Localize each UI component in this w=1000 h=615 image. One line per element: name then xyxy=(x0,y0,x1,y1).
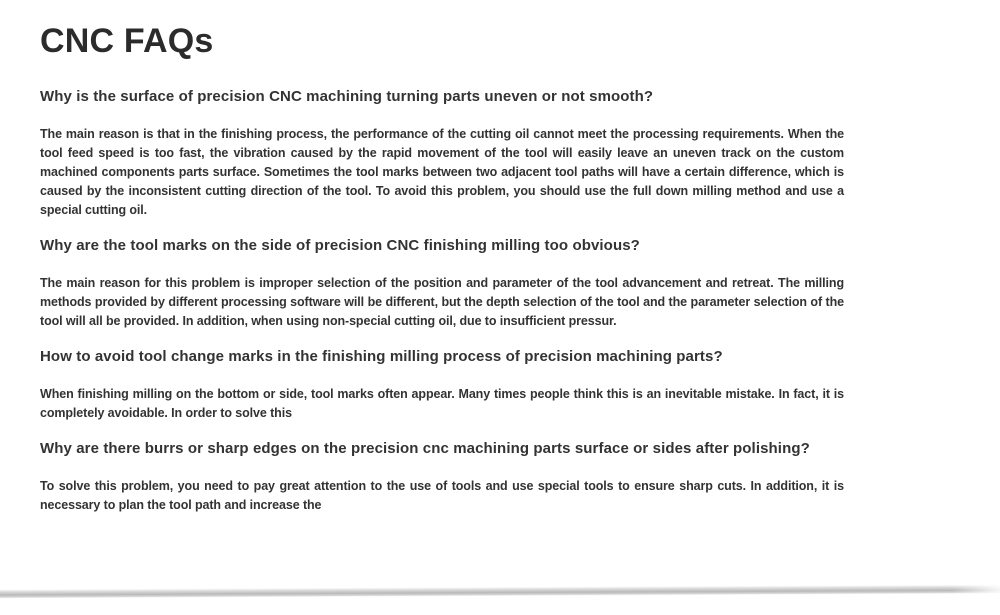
page-title: CNC FAQs xyxy=(40,22,214,60)
faq-question-1: Why is the surface of precision CNC machining turning parts uneven or not smooth? xyxy=(40,88,654,105)
faq-question-4: Why are there burrs or sharp edges on the precision cnc machining parts surface or sides after polishing? xyxy=(40,440,810,457)
page-curl-shadow xyxy=(0,585,1000,599)
faq-item-4 xyxy=(40,438,844,515)
faq-answer-1: The main reason is that in the finishing process, the performance of the cutting oil cannot meet the processing requirements. When the tool feed speed is too fast, the vibration caused by the rapid movement of the tool will easily leave an uneven track on the custom machined components parts surface. Sometimes the tool marks between two adjacent tool paths will have a certain difference, which is caused by the inconsistent cutting direction of the tool. To avoid this problem, you should use the full down milling method and use a special cutting oil. xyxy=(40,127,844,217)
faq-item-3 xyxy=(40,346,844,423)
page-curl-shadow-right-fade xyxy=(952,578,1000,606)
faq-answer-2: The main reason for this problem is improper selection of the position and parameter of the tool advancement and retreat. The milling methods provided by different processing software will be different, but the depth selection of the tool and the parameter selection of the tool will all be provided. In addition, when using non-special cutting oil, due to insufficient pressur. xyxy=(40,276,844,328)
faq-answer-4: To solve this problem, you need to pay great attention to the use of tools and use special tools to ensure sharp cuts. In addition, it is necessary to plan the tool path and increase the xyxy=(40,479,844,512)
faq-question-3: How to avoid tool change marks in the finishing milling process of precision machining parts? xyxy=(40,348,723,365)
faq-question-2: Why are the tool marks on the side of precision CNC finishing milling too obvious? xyxy=(40,237,640,254)
faq-item-1 xyxy=(40,86,844,220)
faq-answer-3: When finishing milling on the bottom or side, tool marks often appear. Many times people think this is an inevitable mistake. In fact, it is completely avoidable. In order to solve this xyxy=(40,387,844,420)
faq-item-2 xyxy=(40,235,844,331)
